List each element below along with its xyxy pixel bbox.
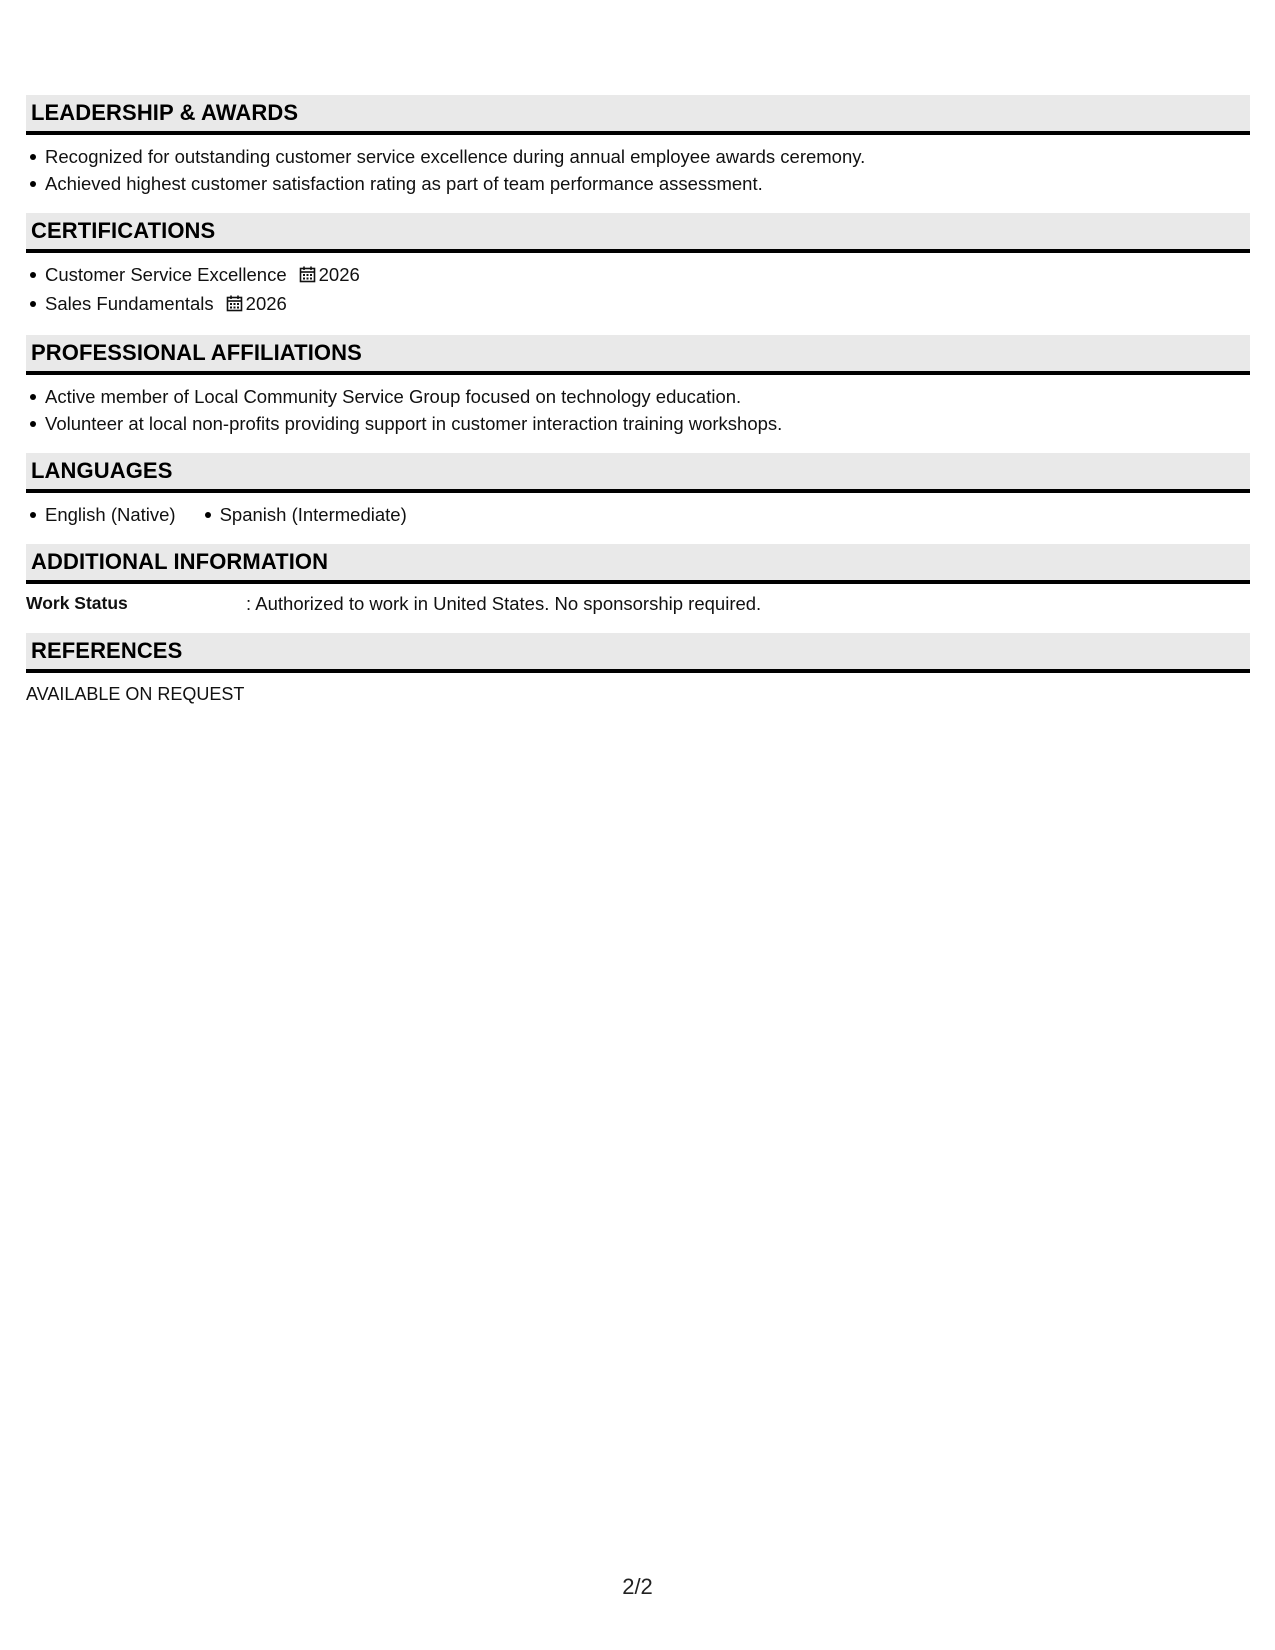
calendar-icon: [299, 263, 316, 290]
resume-page: [26, 95, 1250, 708]
affiliation-list: [26, 383, 1250, 437]
section-languages: [26, 453, 1250, 528]
section-leadership-awards: [26, 95, 1250, 197]
section-references: [26, 633, 1250, 708]
info-label: Work Status: [26, 593, 128, 613]
section-header: [26, 335, 1250, 375]
list-item: Recognized for outstanding customer service excellence during annual employee awards ceremony.: [45, 143, 1250, 170]
section-title: LANGUAGES: [31, 458, 173, 483]
section-title: REFERENCES: [31, 638, 183, 663]
certification-name: Sales Fundamentals: [45, 293, 214, 314]
section-header: [26, 453, 1250, 493]
list-item: Achieved highest customer satisfaction rating as part of team performance assessment.: [45, 170, 1250, 197]
language-item: English (Native): [45, 501, 176, 528]
certification-name: Customer Service Excellence: [45, 264, 287, 285]
language-item: Spanish (Intermediate): [220, 501, 407, 528]
certification-list: [26, 261, 1250, 319]
certification-year: 2026: [318, 264, 360, 285]
references-text: AVAILABLE ON REQUEST: [26, 684, 245, 704]
info-value: : Authorized to work in United States. No sponsorship required.: [246, 593, 762, 614]
section-title: LEADERSHIP & AWARDS: [31, 100, 299, 125]
section-header: [26, 95, 1250, 135]
list-item: Active member of Local Community Service Group focused on technology education.: [45, 383, 1250, 410]
certification-year: 2026: [245, 293, 287, 314]
language-list: [26, 501, 1250, 528]
info-row-work-status: [26, 590, 1250, 617]
section-certifications: [26, 213, 1250, 319]
certification-item: [45, 290, 1250, 319]
section-header: [26, 544, 1250, 584]
certification-item: [45, 261, 1250, 290]
section-title: ADDITIONAL INFORMATION: [31, 549, 329, 574]
section-header: [26, 633, 1250, 673]
section-additional-information: [26, 544, 1250, 617]
section-professional-affiliations: [26, 335, 1250, 437]
section-title: CERTIFICATIONS: [31, 218, 216, 243]
award-list: [26, 143, 1250, 197]
section-header: [26, 213, 1250, 253]
list-item: Volunteer at local non-profits providing support in customer interaction training workshops.: [45, 410, 1250, 437]
page-number: 2/2: [622, 1574, 653, 1599]
calendar-icon: [226, 292, 243, 319]
section-title: PROFESSIONAL AFFILIATIONS: [31, 340, 362, 365]
